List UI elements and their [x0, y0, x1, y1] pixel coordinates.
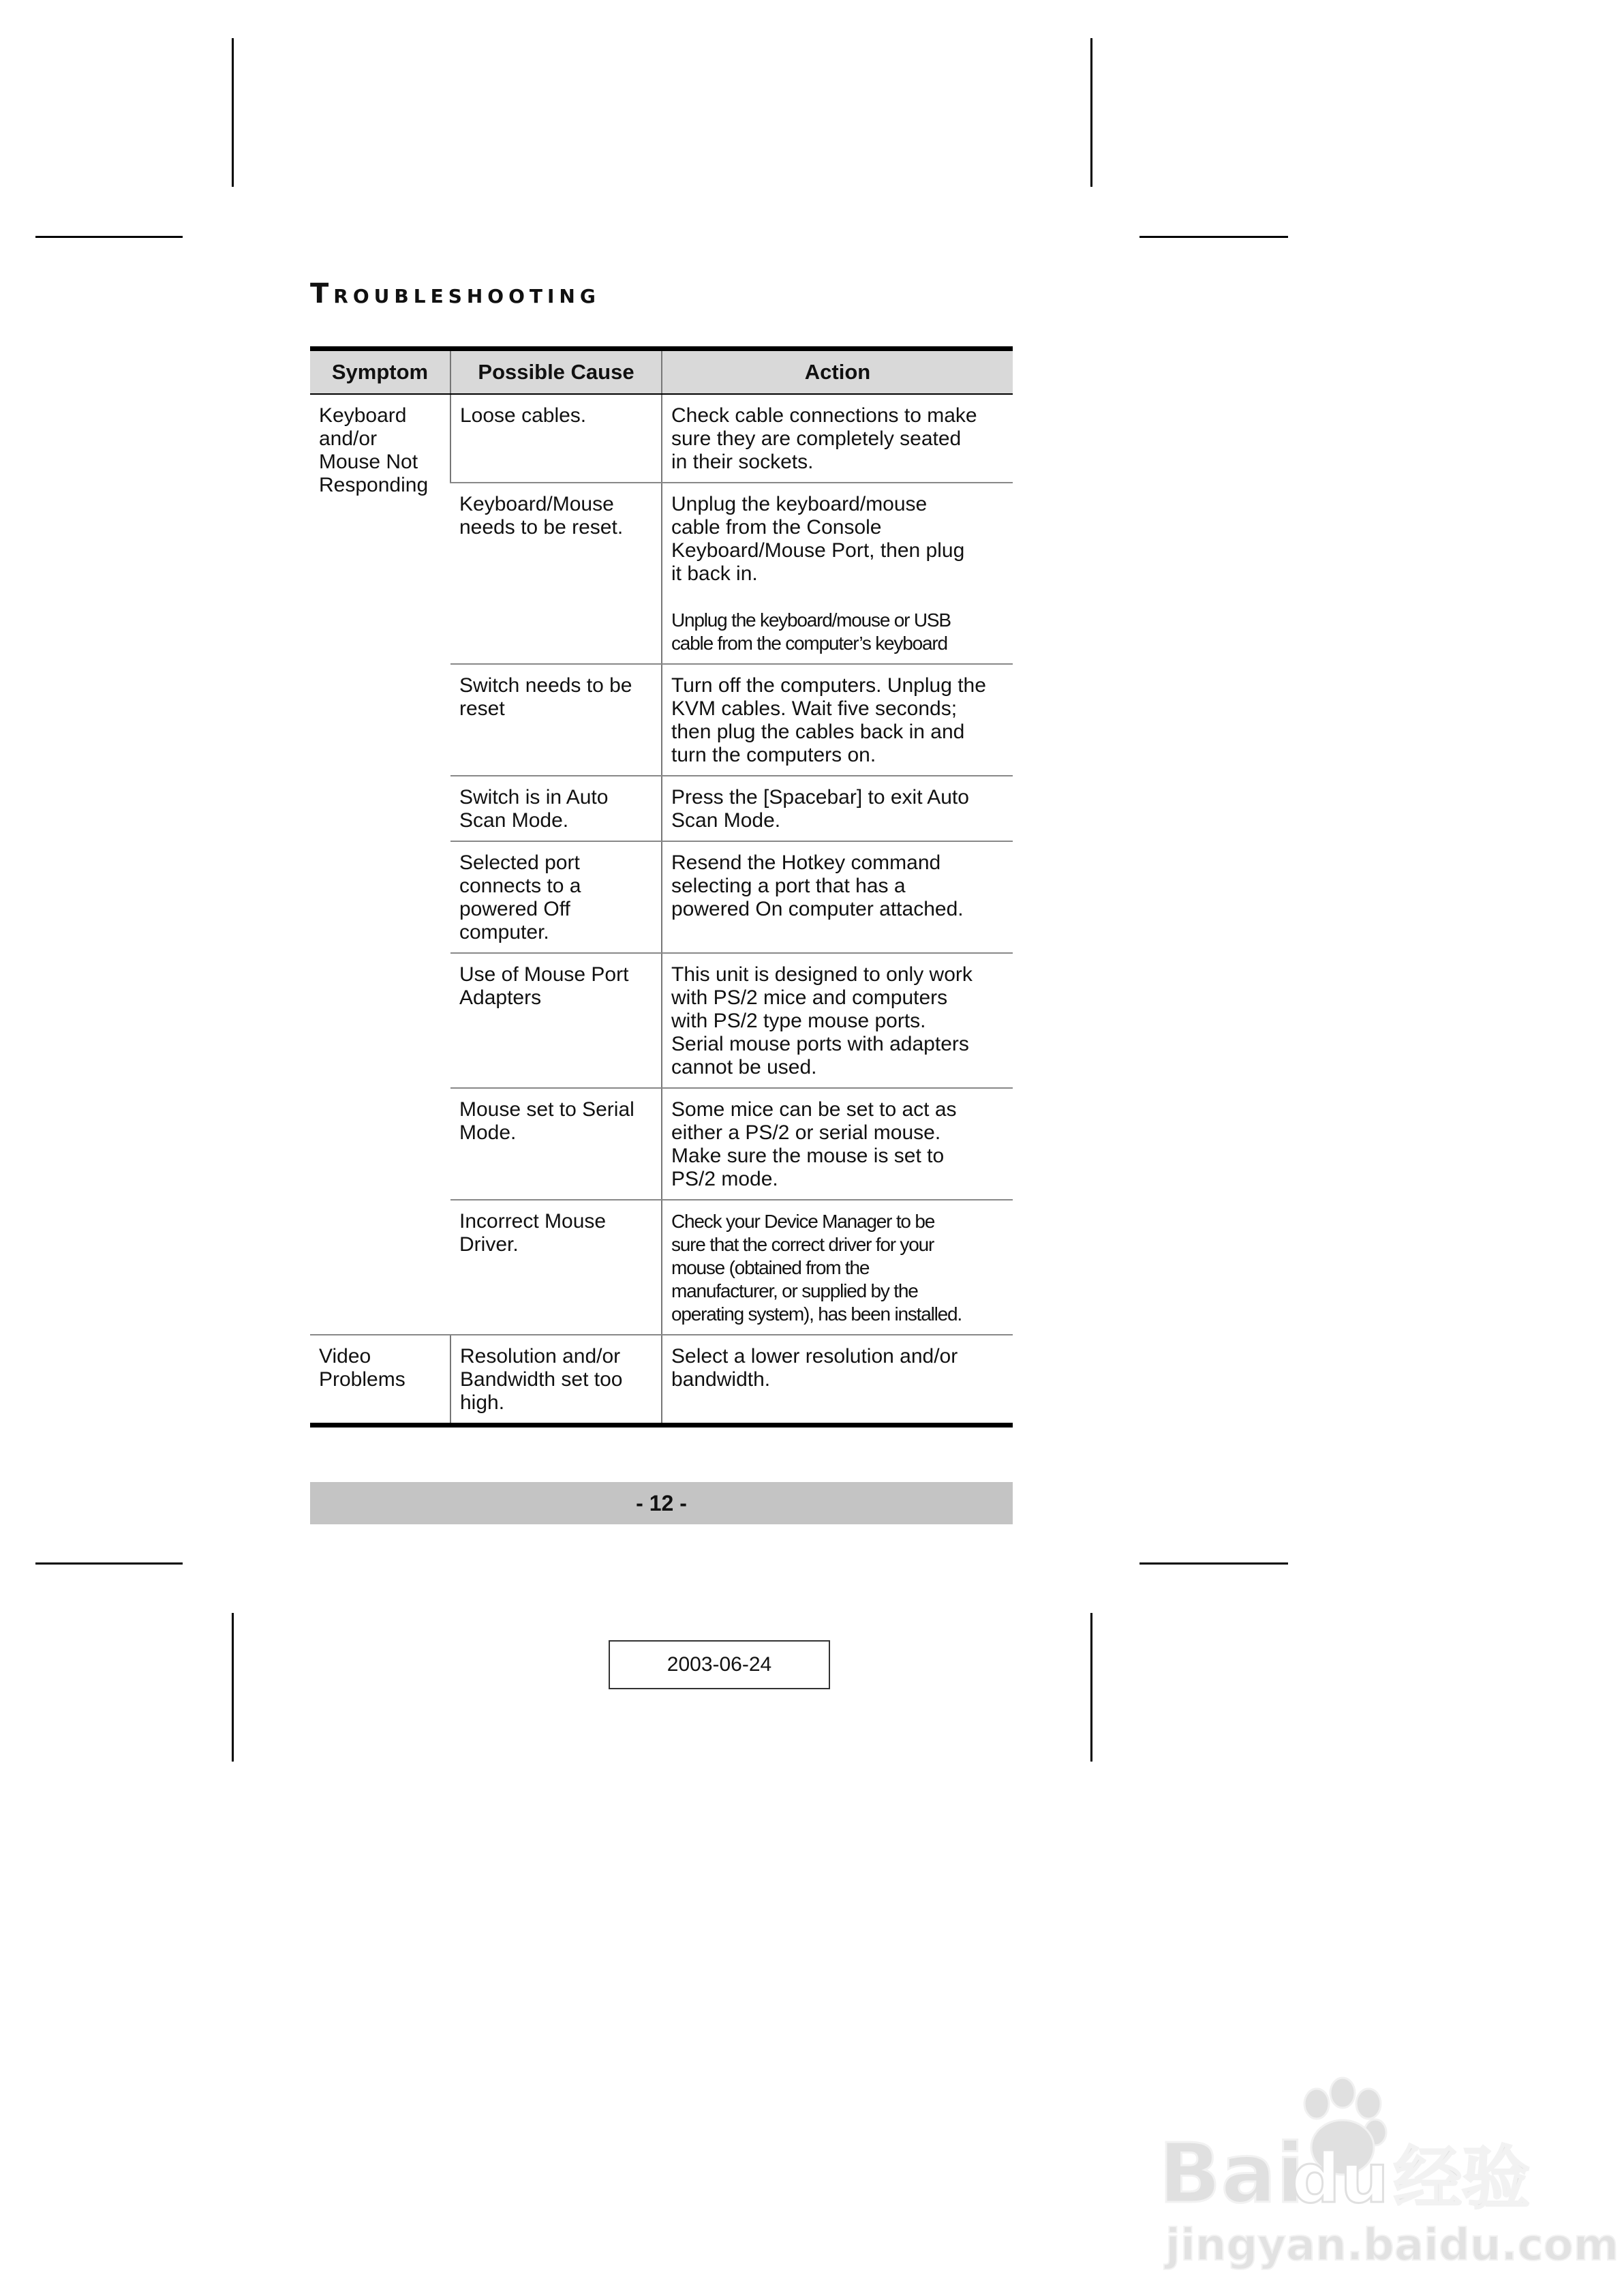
cause-cell: Incorrect Mouse Driver. — [450, 1200, 662, 1335]
crop-mark-bottom-right-vertical — [1090, 1613, 1092, 1762]
symptom-video: Video Problems — [319, 1345, 406, 1391]
cause-cell: Mouse set to Serial Mode. — [450, 1088, 662, 1200]
crop-mark-top-left-vertical — [232, 38, 234, 187]
header-possible-cause: Possible Cause — [450, 349, 662, 395]
crop-mark-bottom-left-horizontal — [35, 1562, 183, 1565]
symptom-keyboard-mouse: Keyboard and/or Mouse Not Responding — [310, 394, 450, 1335]
crop-mark-top-right-vertical — [1090, 38, 1092, 187]
action-cell — [662, 483, 1013, 664]
page-number-bar — [310, 1482, 1013, 1524]
svg-text:jingyan.baidu.com: jingyan.baidu.com — [1165, 2220, 1619, 2271]
crop-mark-top-right-horizontal — [1139, 236, 1288, 238]
cause-cell: Selected port connects to a powered Off computer. — [450, 841, 662, 953]
date-box — [609, 1640, 830, 1689]
crop-mark-top-left-horizontal — [35, 236, 183, 238]
svg-text:经验: 经验 — [1394, 2139, 1530, 2218]
svg-text:du: du — [1291, 2139, 1389, 2218]
cause-cell: Switch needs to be reset — [450, 664, 662, 776]
action-cell: Select a lower resolution and/or bandwidth. — [662, 1335, 1013, 1425]
action-extra-text: Unplug the keyboard/mouse or USB cable from the computer’s keyboard — [671, 609, 951, 654]
action-text: Unplug the keyboard/mouse cable from the Console Keyboard/Mouse Port, then plug it back in. — [671, 493, 965, 585]
action-cell: Check cable connections to make sure they are completely seated in their sockets. — [662, 394, 1013, 483]
print-date: 2003-06-24 — [667, 1653, 772, 1676]
action-cell: Some mice can be set to act as either a PS/2 or serial mouse. Make sure the mouse is set to PS/2 mode. — [662, 1088, 1013, 1200]
action-cell: Check your Device Manager to be sure that the correct driver for your mouse (obtained from the manufacturer, or supplied by the operating system), has been installed. — [662, 1200, 1013, 1335]
table-row — [310, 1335, 1013, 1425]
page-title: Troubleshooting — [310, 278, 600, 309]
table-header-row — [310, 349, 1013, 395]
action-cell: This unit is designed to only work with PS/2 mice and computers with PS/2 type mouse ports. Serial mouse ports with adapters cannot be used. — [662, 953, 1013, 1088]
action-cell: Resend the Hotkey command selecting a port that has a powered On computer attached. — [662, 841, 1013, 953]
cause-cell: Use of Mouse Port Adapters — [450, 953, 662, 1088]
cause-cell: Keyboard/Mouse needs to be reset. — [450, 483, 662, 664]
cause-cell: Switch is in Auto Scan Mode. — [450, 776, 662, 841]
svg-text:Bai: Bai — [1159, 2127, 1304, 2222]
page-number: - 12 - — [636, 1490, 687, 1515]
troubleshooting-table — [310, 346, 1013, 1428]
baidu-watermark — [1159, 2072, 1619, 2277]
cause-cell: Loose cables. — [450, 394, 662, 483]
crop-mark-bottom-left-vertical — [232, 1613, 234, 1762]
table-row — [310, 394, 1013, 483]
action-cell: Press the [Spacebar] to exit Auto Scan Mode. — [662, 776, 1013, 841]
crop-mark-bottom-right-horizontal — [1139, 1562, 1288, 1565]
header-symptom: Symptom — [310, 349, 450, 395]
cause-cell: Resolution and/or Bandwidth set too high. — [450, 1335, 662, 1425]
action-cell: Turn off the computers. Unplug the KVM cables. Wait five seconds; then plug the cables back in and turn the computers on. — [662, 664, 1013, 776]
header-action: Action — [662, 349, 1013, 395]
baidu-paw-logo-icon — [1159, 2072, 1619, 2277]
